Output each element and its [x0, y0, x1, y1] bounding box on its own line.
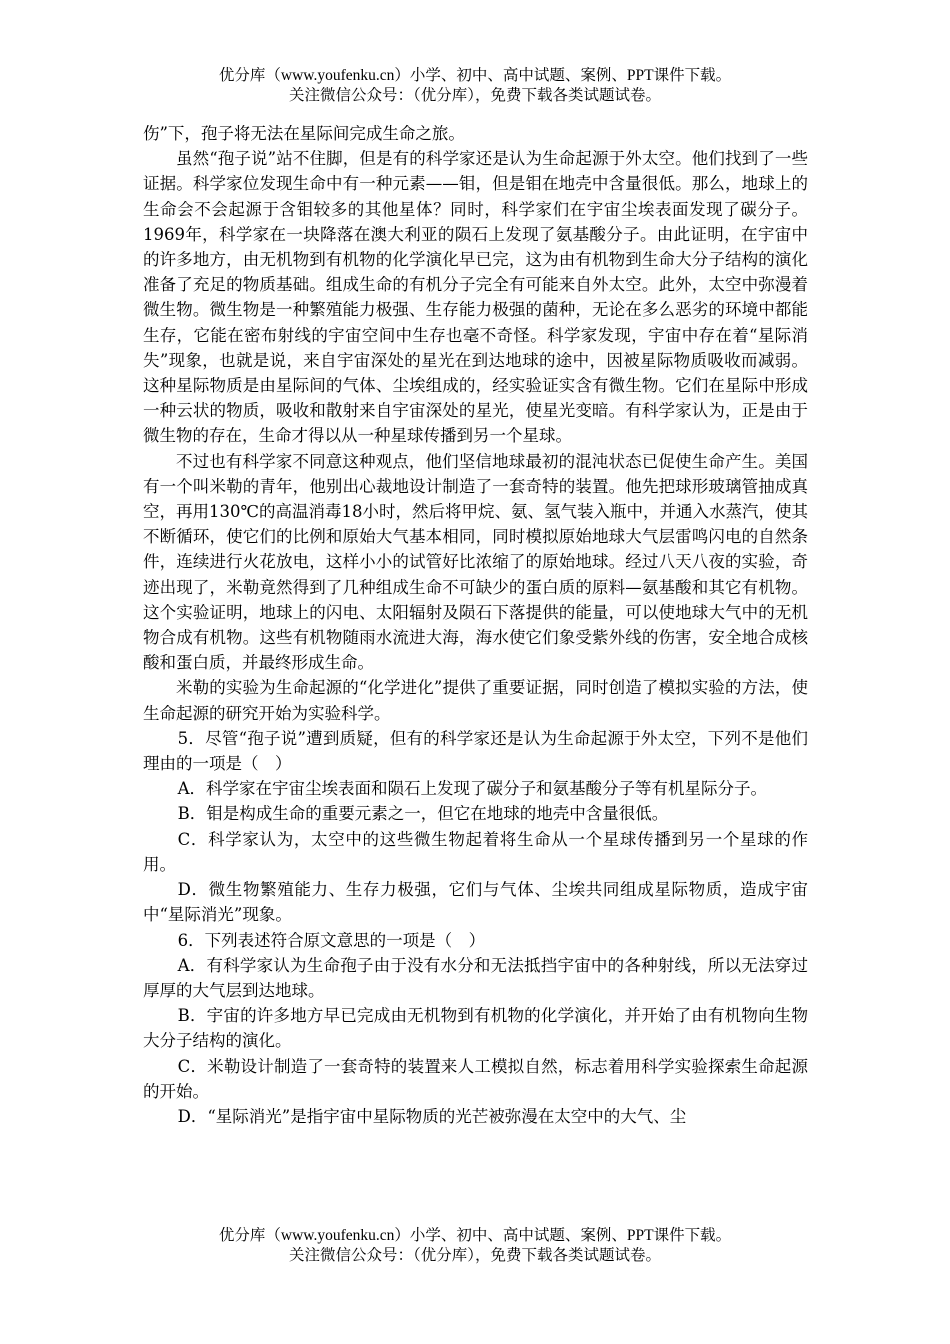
- footer-line-2: 关注微信公众号：（优分库），免费下载各类试题试卷。: [288, 1247, 661, 1264]
- page-header: [0, 66, 950, 106]
- page-footer: [0, 1226, 950, 1266]
- document-body: [143, 121, 808, 1129]
- question-6-option-c: C．米勒设计制造了一套奇特的装置来人工模拟自然，标志着用科学实验探索生命起源的开始。: [143, 1056, 808, 1101]
- question-6-option-d: D．“星际消光”是指宇宙中星际物质的光芒被弥漫在太空中的大气、尘: [177, 1106, 687, 1126]
- paragraph-chemical-evolution: 米勒的实验为生命起源的“化学进化”提供了重要证据，同时创造了模拟实验的方法，使生命起源的研究开始为实验科学。: [143, 678, 808, 723]
- footer-line-1: 优分库（www.youfenku.cn）小学、初中、高中试题、案例、PPT课件下载。: [218, 1227, 732, 1244]
- paragraph-continued: 伤”下，孢子将无法在星际间完成生命之旅。: [143, 124, 465, 143]
- question-6-option-a: A．有科学家认为生命孢子由于没有水分和无法抵挡宇宙中的各种射线，所以无法穿过厚厚的大气层到达地球。: [143, 955, 808, 1000]
- header-line-2: 关注微信公众号：（优分库），免费下载各类试题试卷。: [288, 87, 661, 104]
- paragraph-outer-space-evidence: 虽然“孢子说”站不住脚，但是有的科学家还是认为生命起源于外太空。他们找到了一些证据。科学家位发现生命中有一种元素——钼，但是钼在地壳中含量很低。那么，地球上的生命会不会起源于含钼较多的其他星体？同时，科学家们在宇宙尘埃表面发现了碳分子。1969年，科学家在一块降落在澳大利亚的陨石上发现了氨基酸分子。由此证明，在宇宙中的许多地方，由无机物到有机物的化学演化早已完，这为由有机物到生命大分子结构的演化准备了充足的物质基础。组成生命的有机分子完全有可能来自外太空。此外，太空中弥漫着微生物。微生物是一种繁殖能力极强、生存能力极强的菌种，无论在多么恶劣的环境中都能生存，它能在密布射线的宇宙空间中生存也毫不奇怪。科学家发现，宇宙中存在着“星际消失”现象，也就是说，来自宇宙深处的星光在到达地球的途中，因被星际物质吸收而减弱。这种星际物质是由星际间的气体、尘埃组成的，经实验证实含有微生物。它们在星际中形成一种云状的物质，吸收和散射来自宇宙深处的星光，使星光变暗。有科学家认为，正是由于微生物的存在，生命才得以从一种星球传播到另一个星球。: [143, 149, 808, 446]
- question-5-option-d: D．微生物繁殖能力、生存力极强，它们与气体、尘埃共同组成星际物质，造成宇宙中“星际消光”现象。: [143, 880, 808, 925]
- header-line-1: 优分库（www.youfenku.cn）小学、初中、高中试题、案例、PPT课件下载。: [218, 67, 732, 84]
- paragraph-miller-experiment: 不过也有科学家不同意这种观点，他们坚信地球最初的混沌状态已促使生命产生。美国有一个叫米勒的青年，他别出心裁地设计制造了一套奇特的装置。他先把球形玻璃管抽成真空，再用130℃的高温消毒18小时，然后将甲烷、氨、氢气装入瓶中，并通入水蒸汽，使其不断循环，使它们的比例和原始大气基本相同，同时模拟原始地球大气层雷鸣闪电的自然条件，连续进行火花放电，这样小小的试管好比浓缩了的原始地球。经过八天八夜的实验，奇迹出现了，米勒竟然得到了几种组成生命不可缺少的蛋白质的原料—氨基酸和其它有机物。这个实验证明，地球上的闪电、太阳辐射及陨石下落提供的能量，可以使地球大气中的无机物合成有机物。这些有机物随雨水流进大海，海水使它们象受紫外线的伤害，安全地合成核酸和蛋白质，并最终形成生命。: [143, 451, 808, 673]
- question-5-stem: 5．尽管“孢子说”遭到质疑，但有的科学家还是认为生命起源于外太空，下列不是他们理由的一项是（ ）: [143, 728, 808, 774]
- question-6-option-b: B．宇宙的许多地方早已完成由无机物到有机物的化学演化，并开始了由有机物向生物大分子结构的演化。: [143, 1006, 808, 1051]
- question-5-option-c: C．科学家认为，太空中的这些微生物起着将生命从一个星球传播到另一个星球的作用。: [143, 829, 808, 874]
- question-6-stem: 6．下列表述符合原文意思的一项是（ ）: [177, 930, 486, 950]
- question-5-option-a: A．科学家在宇宙尘埃表面和陨石上发现了碳分子和氨基酸分子等有机星际分子。: [177, 779, 768, 799]
- question-5-option-b: B．钼是构成生命的重要元素之一，但它在地球的地壳中含量很低。: [177, 804, 669, 824]
